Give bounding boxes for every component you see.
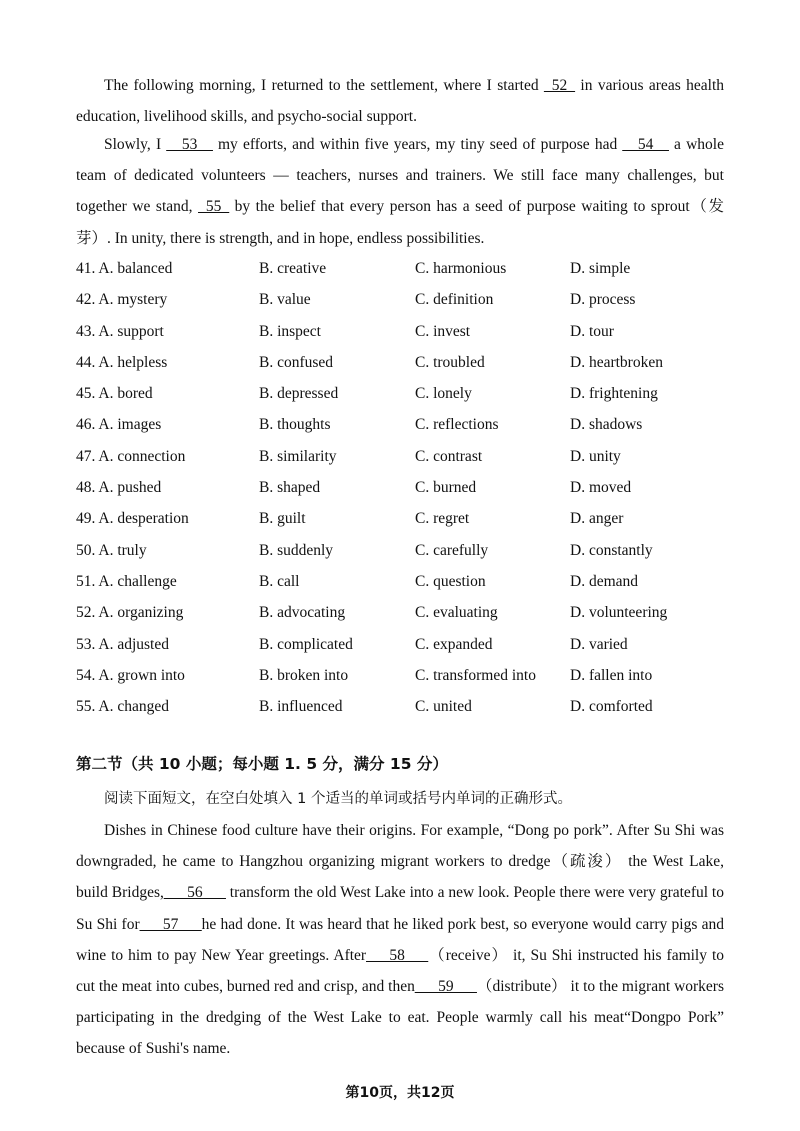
option-a: 43. A. support <box>76 322 164 340</box>
option-d: D. heartbroken <box>570 353 663 371</box>
question-row <box>76 660 736 691</box>
option-c: C. troubled <box>415 353 485 371</box>
option-b: B. depressed <box>259 385 339 403</box>
page-number: 第10页，共12页 <box>345 1085 455 1101</box>
option-d: D. anger <box>570 510 624 528</box>
question-row <box>76 316 736 347</box>
text: （distribute） it to the migrant workers participating in the dredging of the West Lake to eat. People warmly call his meat“Dongpo Pork” because of Sushi's name. <box>76 978 724 1058</box>
option-c: C. expanded <box>415 635 493 653</box>
text: The following morning, I returned to the settlement, where I started <box>104 77 544 94</box>
question-row <box>76 284 736 315</box>
blank-58: ___58___ <box>366 946 429 964</box>
option-d: D. shadows <box>570 416 643 434</box>
option-b: B. broken into <box>259 666 349 684</box>
option-a: 50. A. truly <box>76 541 147 559</box>
option-c: C. definition <box>415 291 494 309</box>
option-b: B. thoughts <box>259 416 331 434</box>
option-a: 54. A. grown into <box>76 666 185 684</box>
option-b: B. complicated <box>259 635 353 653</box>
option-b: B. inspect <box>259 322 321 340</box>
answer-options <box>76 253 736 722</box>
question-row <box>76 503 736 534</box>
paragraph-slowly <box>76 129 724 254</box>
option-d: D. varied <box>570 635 628 653</box>
option-d: D. constantly <box>570 541 653 559</box>
text: （receive） it, Su Shi instructed his family to cut the meat into cubes, burned red and crisp, and then <box>76 946 724 996</box>
blank-54: __54__ <box>622 136 669 153</box>
option-a: 49. A. desperation <box>76 510 189 528</box>
text: Slowly, I <box>104 136 167 153</box>
question-row <box>76 535 736 566</box>
option-c: C. transformed into <box>415 666 536 684</box>
option-d: D. comforted <box>570 698 653 716</box>
question-row <box>76 597 736 628</box>
text: he had done. It was heard that he liked pork best, so everyone would carry pigs and wine to him to pay New Year greetings. After <box>76 915 724 964</box>
option-b: B. value <box>259 291 311 309</box>
text: my efforts, and within five years, my tiny seed of purpose had <box>212 136 623 153</box>
option-b: B. shaped <box>259 479 321 497</box>
option-a: 44. A. helpless <box>76 353 168 371</box>
option-a: 42. A. mystery <box>76 291 168 309</box>
option-d: D. tour <box>570 322 614 340</box>
option-a: 53. A. adjusted <box>76 635 169 653</box>
option-c: C. invest <box>415 322 471 340</box>
option-d: D. process <box>570 291 636 309</box>
text: transform the old West Lake into a new look. People there were very grateful to Su Shi for <box>76 884 724 933</box>
option-c: C. regret <box>415 510 470 528</box>
question-row <box>76 472 736 503</box>
option-a: 45. A. bored <box>76 385 153 403</box>
option-c: C. united <box>415 698 472 716</box>
option-d: D. moved <box>570 479 632 497</box>
option-b: B. guilt <box>259 510 306 528</box>
option-c: C. burned <box>415 479 477 497</box>
text: Dishes in Chinese food culture have their origins. For example, “Dong po pork”. After Su Shi was downgraded, he came to Hangzhou organizing migrant workers to dredge（疏浚） the West Lake, build Bridges, <box>76 822 724 902</box>
section-title: 第二节（共 10 小题；每小题 1. 5 分，满分 15 分） <box>76 755 448 773</box>
text: by the belief that every person has a seed of purpose waiting to sprout（发芽）. In unity, there is strength, and in hope, endless possibilities. <box>76 198 725 247</box>
blank-53: __53__ <box>166 136 213 153</box>
option-d: D. simple <box>570 260 631 277</box>
option-b: B. influenced <box>259 698 343 716</box>
option-d: D. fallen into <box>570 666 653 684</box>
option-a: 55. A. changed <box>76 698 169 716</box>
blank-52: _52_ <box>543 77 575 94</box>
option-a: 48. A. pushed <box>76 479 162 497</box>
option-a: 52. A. organizing <box>76 604 184 622</box>
question-row <box>76 691 736 722</box>
text: a whole team of dedicated volunteers — teachers, nurses and trainers. We still face many challenges, but together we stand, <box>76 136 724 216</box>
option-c: C. carefully <box>415 541 489 559</box>
option-b: B. confused <box>259 353 334 371</box>
section-instruction: 阅读下面短文，在空白处填入 1 个适当的单词或括号内单词的正确形式。 <box>104 791 572 807</box>
option-a: 51. A. challenge <box>76 572 177 590</box>
option-d: D. demand <box>570 572 639 590</box>
option-b: B. call <box>259 572 300 590</box>
question-row <box>76 409 736 440</box>
option-c: C. question <box>415 572 486 590</box>
option-c: C. lonely <box>415 385 472 403</box>
option-c: C. reflections <box>415 416 499 434</box>
option-c: C. harmonious <box>415 260 507 277</box>
blank-57: ___57___ <box>139 915 202 933</box>
option-a: 46. A. images <box>76 416 162 434</box>
blank-55: _55_ <box>198 198 230 216</box>
blank-59: ___59___ <box>414 978 477 996</box>
text: in various areas health education, livelihood skills, and psycho-social support. <box>76 77 725 126</box>
option-c: C. evaluating <box>415 604 498 622</box>
option-b: B. advocating <box>259 604 346 622</box>
option-d: D. frightening <box>570 385 658 403</box>
option-b: B. creative <box>259 260 327 277</box>
blank-56: ___56___ <box>163 884 226 902</box>
option-a: 41. A. balanced <box>76 260 173 277</box>
question-row <box>76 253 736 284</box>
option-b: B. suddenly <box>259 541 334 559</box>
question-row <box>76 441 736 472</box>
option-d: D. unity <box>570 447 621 465</box>
option-b: B. similarity <box>259 447 337 465</box>
paragraph-settlement <box>76 70 724 132</box>
question-row <box>76 629 736 660</box>
question-row <box>76 378 736 409</box>
question-row <box>76 347 736 378</box>
option-d: D. volunteering <box>570 604 668 622</box>
option-a: 47. A. connection <box>76 447 186 465</box>
question-row <box>76 566 736 597</box>
paragraph-dongpo <box>76 815 724 1065</box>
option-c: C. contrast <box>415 447 483 465</box>
